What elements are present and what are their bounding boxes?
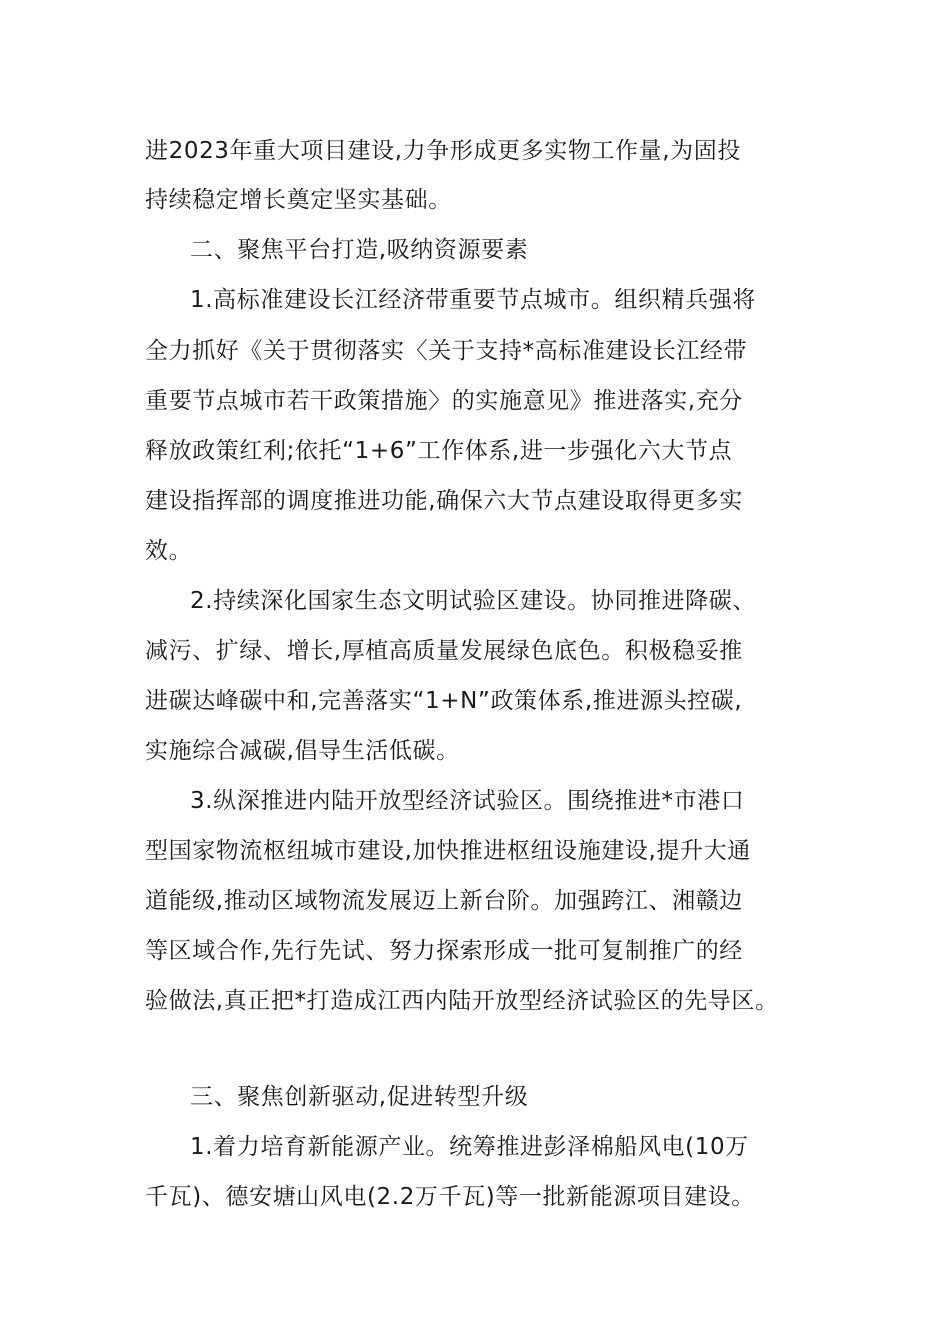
text-line: 释放政策红利;依托“1+6”工作体系,进一步强化六大节点 (145, 438, 733, 464)
paragraph-3-1-start: 1.着力培育新能源产业。统筹推进彭泽棉船风电(10万 (190, 1134, 749, 1160)
text-line: 型国家物流枢纽城市建设,加快推进枢纽设施建设,提升大通 (145, 838, 751, 864)
text-line: 重要节点城市若干政策措施〉的实施意见》推进落实,充分 (145, 388, 743, 414)
text-line: 千瓦)、德安塘山风电(2.2万千瓦)等一批新能源项目建设。 (145, 1184, 755, 1210)
text-line: 建设指挥部的调度推进功能,确保六大节点建设取得更多实 (145, 488, 743, 514)
text-line: 验做法,真正把*打造成江西内陆开放型经济试验区的先导区。 (145, 988, 779, 1014)
text-line: 进2023年重大项目建设,力争形成更多实物工作量,为固投 (145, 138, 741, 164)
text-line: 进碳达峰碳中和,完善落实“1+N”政策体系,推进源头控碳, (145, 688, 743, 714)
section-heading-3: 三、聚焦创新驱动,促进转型升级 (190, 1084, 529, 1110)
text-line: 道能级,推动区域物流发展迈上新台阶。加强跨江、湘赣边 (145, 888, 743, 914)
paragraph-2-1-start: 1.高标准建设长江经济带重要节点城市。组织精兵强将 (190, 287, 756, 313)
text-line: 实施综合减碳,倡导生活低碳。 (145, 738, 460, 764)
section-heading-2: 二、聚焦平台打造,吸纳资源要素 (190, 237, 529, 263)
text-line: 全力抓好《关于贯彻落实〈关于支持*高标准建设长江经带 (145, 338, 748, 364)
paragraph-2-3-start: 3.纵深推进内陆开放型经济试验区。围绕推进*市港口 (190, 788, 745, 814)
paragraph-2-2-start: 2.持续深化国家生态文明试验区建设。协同推进降碳、 (190, 588, 756, 614)
text-line: 效。 (145, 538, 193, 564)
text-line: 持续稳定增长奠定坚实基础。 (145, 187, 452, 213)
text-line: 减污、扩绿、增长,厚植高质量发展绿色底色。积极稳妥推 (145, 638, 743, 664)
text-line: 等区域合作,先行先试、努力探索形成一批可复制推广的经 (145, 938, 743, 964)
